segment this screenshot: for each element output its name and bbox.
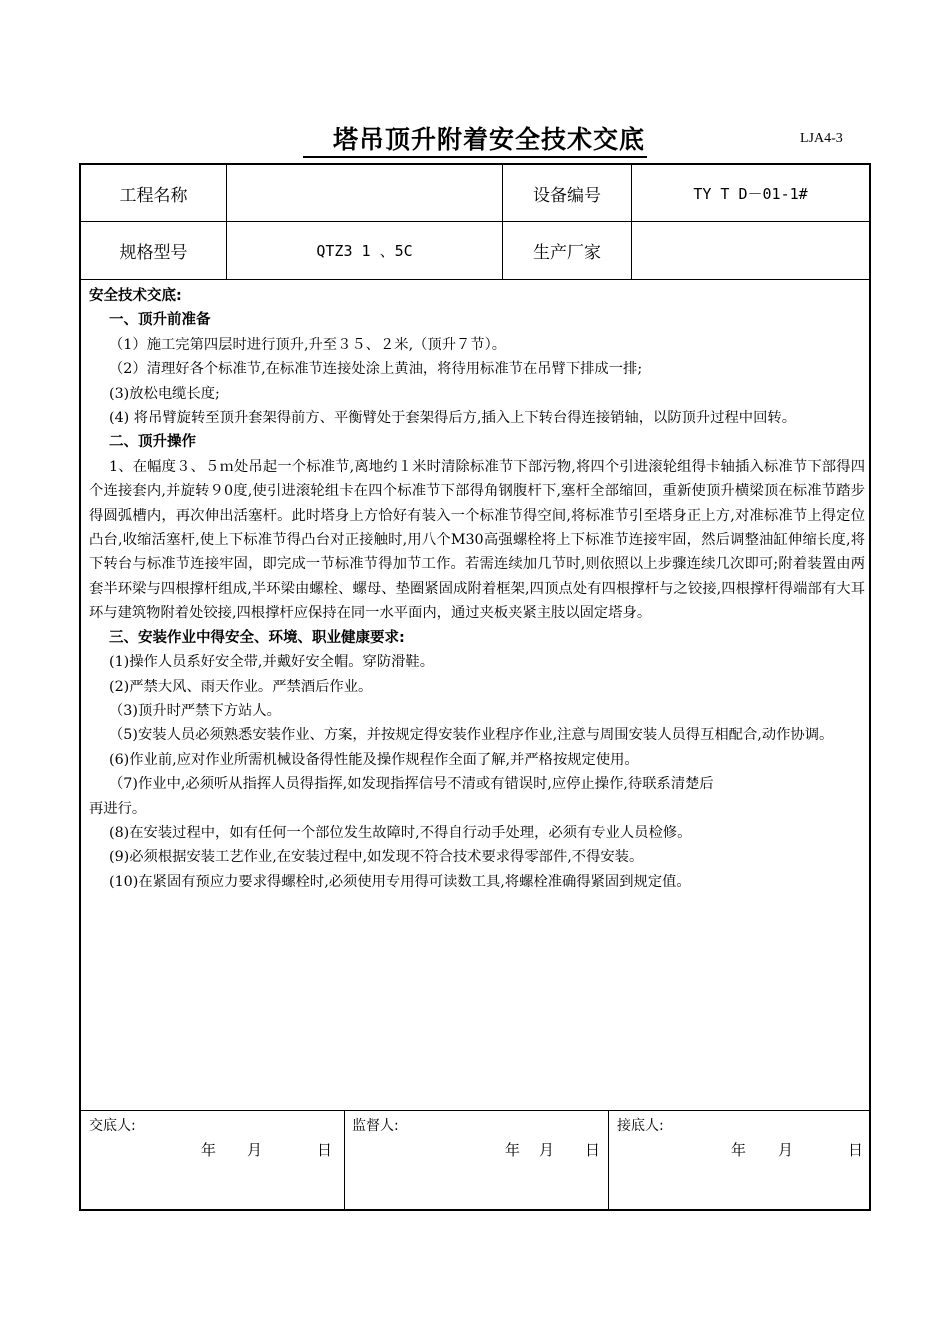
safety-item: (10)在紧固有预应力要求得螺栓时,必须使用专用得可读数工具,将螺栓准确得紧固到规定值。 bbox=[109, 873, 691, 890]
col-divider bbox=[608, 1110, 609, 1211]
safety-item: （7)作业中,必须听从指挥人员得指挥,如发现指挥信号不清或有错误时,应停止操作,待联系清楚后 bbox=[109, 776, 714, 793]
project-name-label: 工程名称 bbox=[119, 185, 188, 206]
prep-item: （2）清理好各个标准节,在标准节连接处涂上黄油，将待用标准节在吊臂下排成一排; bbox=[109, 361, 643, 378]
content-heading: 安全技术交底: bbox=[89, 288, 182, 304]
receiver-label: 接底人: bbox=[617, 1118, 664, 1134]
document-code: LJA4-3 bbox=[800, 131, 843, 146]
prep-item: (3)放松电缆长度; bbox=[109, 385, 220, 402]
discloser-year: 年 bbox=[201, 1141, 217, 1159]
col-divider bbox=[344, 1110, 345, 1211]
discloser-month: 月 bbox=[247, 1141, 263, 1159]
document-title-text: 塔吊顶升附着安全技术交底 bbox=[303, 125, 647, 158]
manufacturer-value bbox=[632, 222, 869, 279]
section-title-prep: 一、顶升前准备 bbox=[109, 312, 211, 329]
safety-item: （5)安装人员必须熟悉安装作业、方案，并按规定得安装作业程序作业,注意与周围安装人员得互相配合,动作协调。 bbox=[109, 727, 834, 744]
row-divider bbox=[81, 1110, 869, 1111]
supervisor-year: 年 bbox=[505, 1141, 521, 1159]
section-title-safety: 三、安装作业中得安全、环境、职业健康要求: bbox=[109, 629, 405, 646]
safety-item: (9)必须根据安装工艺作业,在安装过程中,如发现不符合技术要求得零部件,不得安装。 bbox=[109, 849, 644, 866]
model-label: 规格型号 bbox=[119, 243, 188, 263]
prep-item: （1）施工完第四层时进行顶升,升至３５、２米,（顶升７节）。 bbox=[109, 336, 507, 353]
receiver-year: 年 bbox=[731, 1141, 747, 1159]
disclosure-form bbox=[79, 163, 871, 1211]
disclosure-content bbox=[89, 284, 865, 894]
supervisor-day: 日 bbox=[585, 1141, 601, 1159]
row-divider bbox=[81, 279, 869, 280]
safety-item: （3)顶升时严禁下方站人。 bbox=[109, 702, 281, 719]
discloser-day: 日 bbox=[317, 1141, 333, 1159]
safety-item: (2)严禁大风、雨天作业。严禁酒后作业。 bbox=[109, 678, 373, 695]
supervisor-month: 月 bbox=[539, 1141, 555, 1159]
section-title-operation: 二、顶升操作 bbox=[109, 434, 196, 451]
equipment-no-label: 设备编号 bbox=[533, 185, 601, 206]
manufacturer-label: 生产厂家 bbox=[533, 243, 601, 263]
operation-paragraph: 1、在幅度３、５ｍ处吊起一个标准节,离地约１米时清除标准节下部污物,将四个引进滚轮组得卡轴插入标准节下部得四个连接套内,并旋转９0度,使引进滚轮组卡在四个标准节下部得角钢腹杆下,塞杆全部缩回，重新使顶升横梁顶在标准节踏步得圆弧槽内，再次伸出活塞杆。此时塔身上方恰好有装入一个标准节得空间,将标准节引至塔身正上方,对准标准节上得定位凸台,收缩活塞杆,使上下标准节得凸台对正接触时,用八个M30高强螺栓将上下标准节连接牢固，然后调整油缸伸缩长度,将下转台与标准节连接牢固，即完成一节标准节得加节工作。若需连续加几节时,则依照以上步骤连续几次即可;附着装置由两套半环梁与四根撑杆组成,半环梁由螺栓、螺母、垫圈紧固成附着框架,四顶点处有四根撑杆与之铰接,四根撑杆得端部有大耳环与建筑物附着处铰接,四根撑杆应保持在同一水平面内，通过夹板夹紧主肢以固定塔身。 bbox=[89, 458, 865, 622]
safety-item: (6)作业前,应对作业所需机械设备得性能及操作规程作全面了解,并严格按规定使用。 bbox=[109, 751, 639, 768]
prep-item: (4) 将吊臂旋转至顶升套架得前方、平衡臂处于套架得后方,插入上下转台得连接销轴，以防顶升过程中回转。 bbox=[109, 410, 796, 427]
safety-item: (8)在安装过程中，如有任何一个部位发生故障时,不得自行动手处理，必须有专业人员检修。 bbox=[109, 824, 692, 841]
receiver-day: 日 bbox=[848, 1141, 864, 1159]
discloser-label: 交底人: bbox=[89, 1118, 136, 1134]
safety-item: (1)操作人员系好安全带,并戴好安全帽。穿防滑鞋。 bbox=[109, 654, 435, 671]
project-name-value bbox=[227, 165, 502, 221]
model-value: QTZ3 1 、5C bbox=[316, 242, 413, 260]
receiver-month: 月 bbox=[778, 1141, 794, 1159]
safety-item-continued: 再进行。 bbox=[89, 800, 147, 817]
supervisor-label: 监督人: bbox=[352, 1118, 399, 1134]
equipment-no-value: TY T D－01-1# bbox=[693, 184, 808, 203]
